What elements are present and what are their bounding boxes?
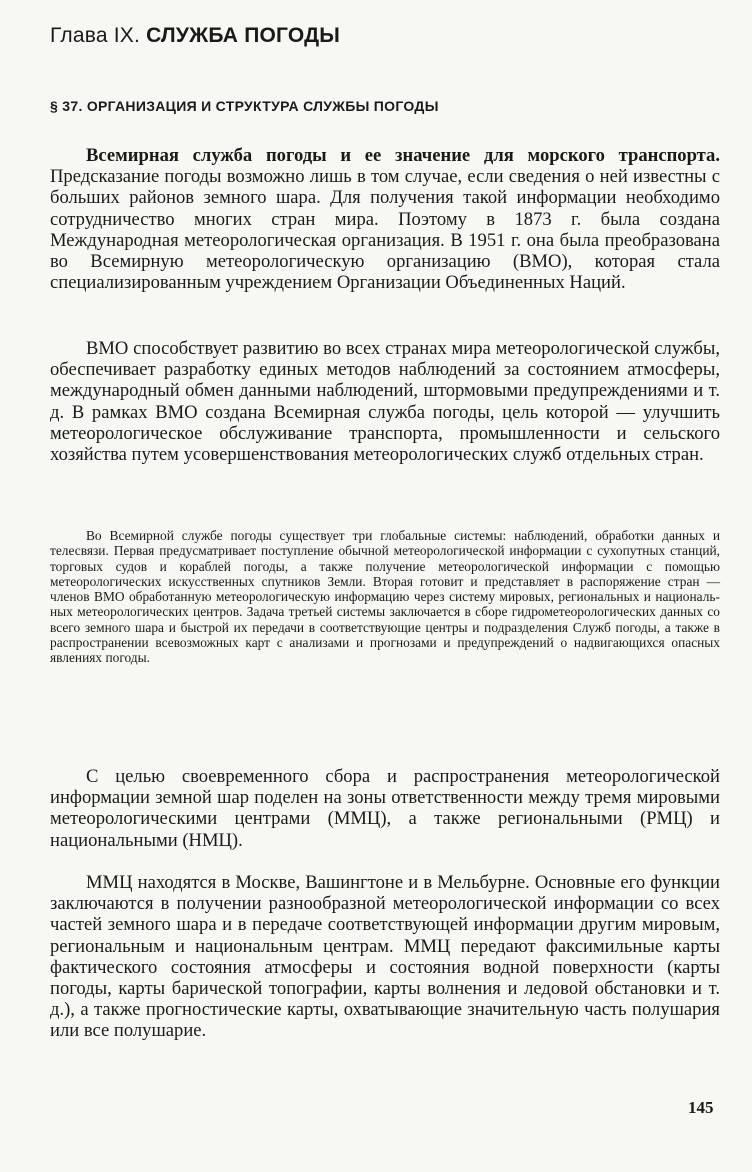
chapter-title: СЛУЖБА ПОГОДЫ xyxy=(146,24,341,47)
small-print-note: Во Всемирной службе погоды существует три глобальные системы: наблюдений, обработки данных и телесвязи. Первая предусматривает поступление обычной метеорологической информации с сухопутных станций, торговых судов и кораблей погоды, а также получение метеорологической информации с помощью метеорологических искусственных спутников Земли. Вторая готовит и представляет в распоряжение стран — членов ВМО обработанную метеорологическую информацию через систему мировых, региональных и национальных метеорологических центров. Задача третьей системы заключается в сборе гидрометеорологических данных со всего земного шара и быстрой их передачи в соответствующие центры и подразделения Служб погоды, а также в распространении всевозможных карт с анализами и прогнозами и предупреждений о надвигающихся опасных явлениях погоды. xyxy=(50,528,720,666)
paragraph-wmc: ММЦ находятся в Москве, Вашингтоне и в Мельбурне. Основные его функции заключаются в получении разнообразной метеорологической информации со всех частей земного шара и в передаче соответствующей информации другим мировым, региональным и национальным центрам. ММЦ передают факсимильные карты фактического состояния атмосферы и состояния водной поверхности (карты погоды, карты барической топографии, карты волнения и ледовой обстановки и т. д.), а также прогностические карты, охватывающие значительную часть полушария или все полушарие. xyxy=(50,872,720,1042)
paragraph-lead: Всемирная служба погоды и ее значение для морского транспорта. xyxy=(86,145,720,166)
section-heading: § 37. ОРГАНИЗАЦИЯ И СТРУКТУРА СЛУЖБЫ ПОГОДЫ xyxy=(50,98,439,114)
chapter-number: Глава IX. xyxy=(50,24,141,47)
chapter-heading xyxy=(50,24,340,48)
page-number: 145 xyxy=(688,1098,714,1117)
paragraph-zones: С целью своевременного сбора и распространения метеорологической информации земной шар поделен на зоны ответственности между тремя мировыми метеорологическими центрами (ММЦ), а также региональными (РМЦ) и национальными (НМЦ). xyxy=(50,766,720,851)
paragraph-wmo-role: ВМО способствует развитию во всех странах мира метеорологической службы, обеспечивает разработку единых методов наблюдений за состоянием атмосферы, международный обмен данными наблюдений, штормовыми предупреждениями и т. д. В рамках ВМО создана Всемирная служба погоды, цель которой — улучшить метеорологическое обслуживание транспорта, промышленности и сельского хозяйства путем усовершенствования метеорологических служб отдельных стран. xyxy=(50,338,720,466)
paragraph-wmo-intro xyxy=(50,145,720,293)
paragraph-body: Предсказание погоды возможно лишь в том случае, если сведения о ней известны с больших районов земного шара. Для получения такой информации необходимо сотрудничество многих стран мира. Поэтому в 1873 г. была создана Международная метеорологическая организация. В 1951 г. она была преобразована во Всемирную метеорологическую организацию (ВМО), которая стала специализированным учреждением Организации Объединенных Наций. xyxy=(50,166,720,294)
